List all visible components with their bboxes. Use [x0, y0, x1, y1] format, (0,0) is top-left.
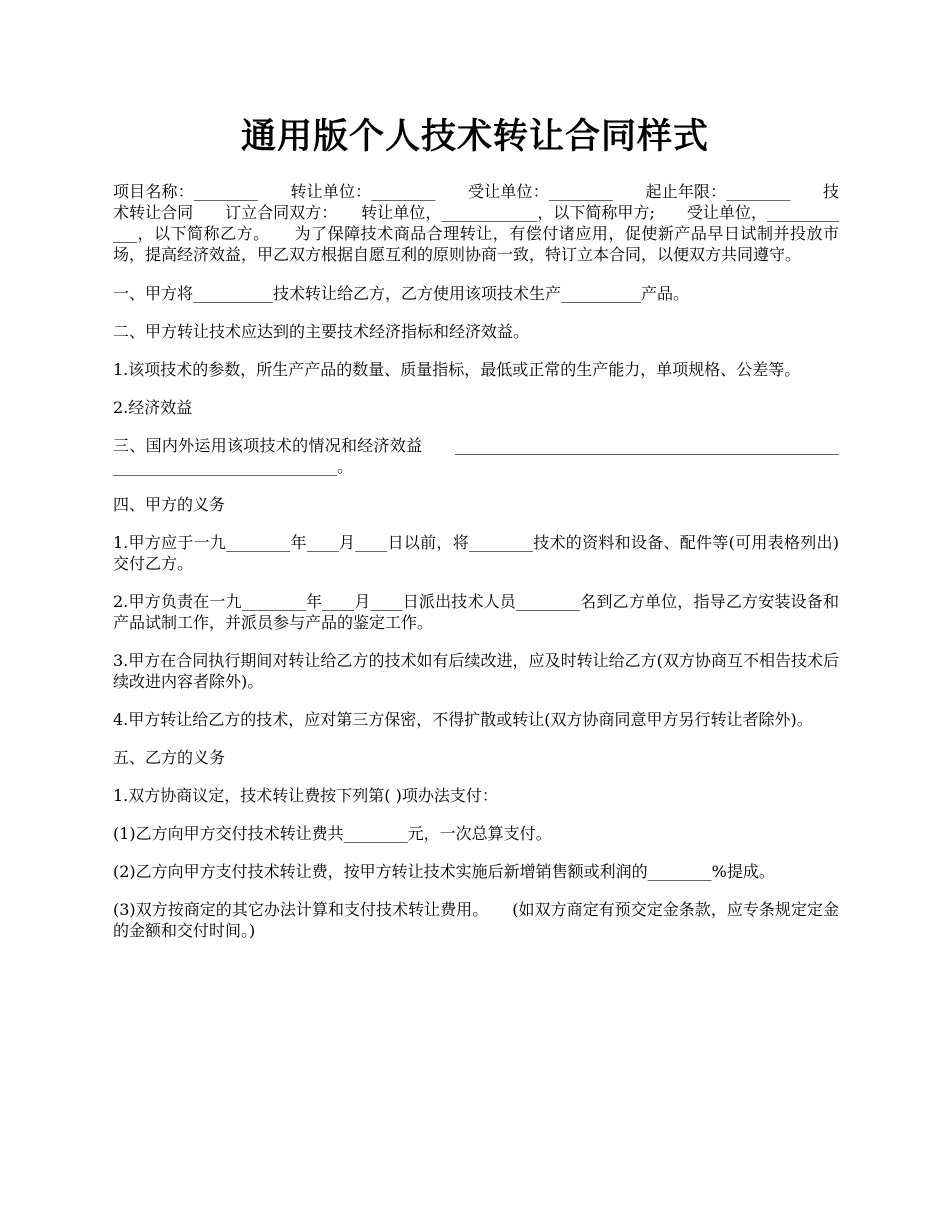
clause-4-item-1: 1.甲方应于一九________年____月____日以前，将________技术的资料和设备、配件等(可用表格列出)交付乙方。 [113, 533, 839, 573]
clause-4-item-4: 4.甲方转让给乙方的技术，应对第三方保密，不得扩散或转让(双方协商同意甲方另行转让者除外)。 [113, 710, 813, 729]
payment-option-2: (2)乙方向甲方支付技术转让费，按甲方转让技术实施后新增销售额或利润的________%提成。 [113, 862, 775, 881]
clause-2: 二、甲方转让技术应达到的主要技术经济指标和经济效益。 [113, 322, 530, 341]
intro-paragraph: 项目名称：________ 转让单位：________ 受让单位：________ 起止年限：________ 技术转让合同 订立合同双方： 转让单位，____________，以下简称甲方; 受让单位，____________，以下简称乙方。 为了保障技术商品合理转让，有偿付诸应用，促使新产品早日试制并投放市场，提高经济效益，甲乙双方根据自愿互利的原则协商一致，特订立本合同，以便双方共同遵守。 [113, 182, 839, 264]
clause-5-heading: 五、乙方的义务 [113, 748, 226, 767]
payment-option-1: (1)乙方向甲方交付技术转让费共________元，一次总算支付。 [113, 824, 552, 843]
clause-1: 一、甲方将__________技术转让给乙方，乙方使用该项技术生产__________产品。 [113, 284, 690, 303]
clause-2-item-1: 1.该项技术的参数，所生产产品的数量、质量指标，最低或正常的生产能力，单项规格、公差等。 [113, 360, 801, 379]
clause-3: 三、国内外运用该项技术的情况和经济效益 ____________________________________________________________________________。 [113, 436, 839, 476]
clause-4-heading: 四、甲方的义务 [113, 495, 226, 514]
clause-2-item-2: 2.经济效益 [113, 398, 193, 417]
document-body [113, 181, 839, 958]
clause-4-item-3: 3.甲方在合同执行期间对转让给乙方的技术如有后续改进，应及时转让给乙方(双方协商互不相告技术后续改进内容者除外)。 [113, 651, 839, 691]
document-title: 通用版个人技术转让合同样式 [240, 116, 709, 157]
clause-5-item-1: 1.双方协商议定，技术转让费按下列第( )项办法支付： [113, 786, 498, 805]
clause-4-item-2: 2.甲方负责在一九________年____月____日派出技术人员________名到乙方单位，指导乙方安装设备和产品试制工作，并派员参与产品的鉴定工作。 [113, 592, 839, 632]
payment-option-3: (3)双方按商定的其它办法计算和支付技术转让费用。 (如双方商定有预交定金条款，应专条规定定金的金额和交付时间。) [113, 900, 839, 940]
